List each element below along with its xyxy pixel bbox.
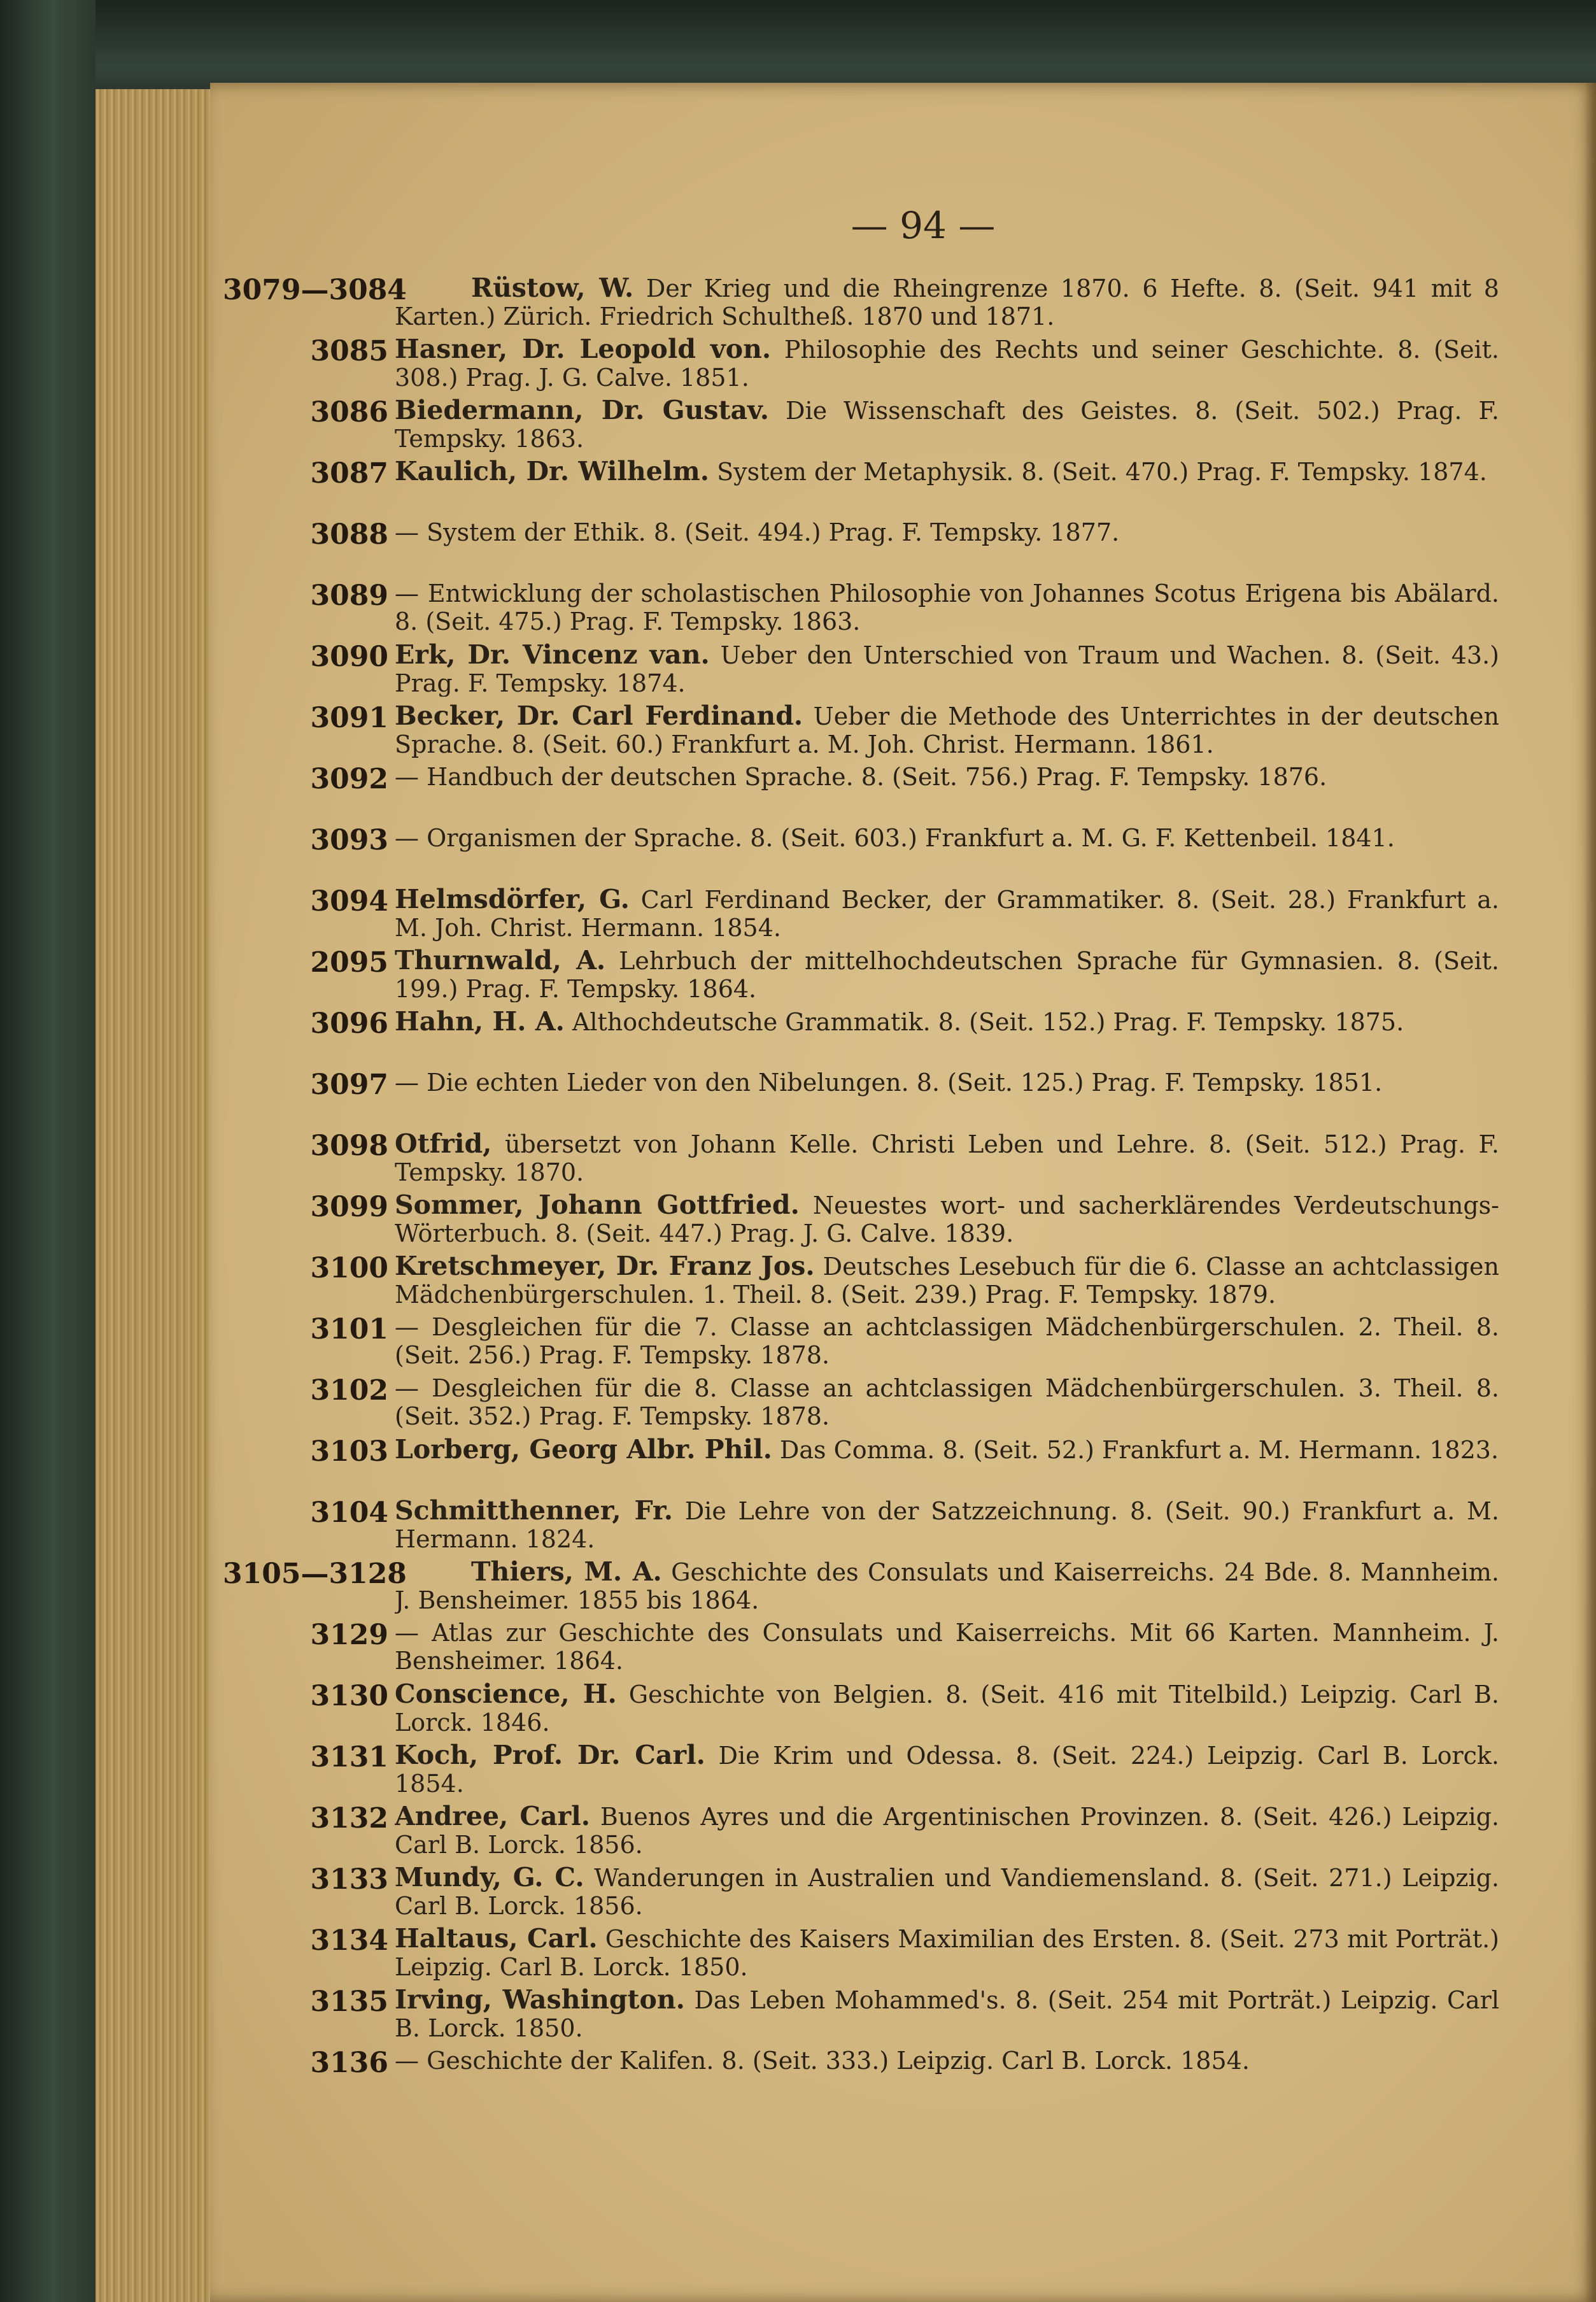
- entry-text: [395, 396, 1499, 452]
- entry-author: Hasner, Dr. Leopold von.: [395, 335, 772, 364]
- entry-number: 3099: [310, 1191, 388, 1223]
- entry-details: — Handbuch der deutschen Sprache. 8. (Seit. 756.) Prag. F. Tempsky. 1876.: [395, 763, 1327, 791]
- page-number: — 94 —: [851, 204, 996, 247]
- entry-text: [395, 763, 1499, 819]
- catalog-entry: [310, 702, 1499, 758]
- entry-text: [395, 1619, 1499, 1675]
- entry-number: 3092: [310, 763, 388, 795]
- catalog-entries: [223, 274, 1499, 2108]
- entry-number: 3101: [310, 1313, 388, 1346]
- entry-text: [395, 885, 1499, 941]
- entry-author: Mundy, G. C.: [395, 1863, 584, 1893]
- entry-text: [395, 1313, 1499, 1369]
- catalog-entry: [310, 1924, 1499, 1980]
- entry-author: Biedermann, Dr. Gustav.: [395, 396, 769, 425]
- entry-number: 3098: [310, 1130, 388, 1162]
- catalog-entry: [310, 1252, 1499, 1308]
- entry-author: Sommer, Johann Gottfried.: [395, 1191, 800, 1220]
- entry-author: Erk, Dr. Vincenz van.: [395, 641, 710, 670]
- entry-author: Thiers, M. A.: [471, 1558, 662, 1587]
- catalog-entry: [310, 579, 1499, 636]
- entry-number: 3094: [310, 885, 388, 918]
- catalog-entry: [310, 1680, 1499, 1736]
- entry-text: [395, 1741, 1499, 1797]
- catalog-entry: [310, 1863, 1499, 1919]
- catalog-entry: [310, 1435, 1499, 1491]
- entry-text: [395, 824, 1499, 880]
- entry-text: [395, 1986, 1499, 2042]
- catalog-entry: [310, 1069, 1499, 1125]
- entry-number: 3133: [310, 1863, 388, 1896]
- entry-author: Rüstow, W.: [471, 274, 634, 303]
- catalog-entry: [310, 946, 1499, 1002]
- catalog-entry: [310, 763, 1499, 819]
- entry-details: — Die echten Lieder von den Nibelungen. 8. (Seit. 125.) Prag. F. Tempsky. 1851.: [395, 1069, 1383, 1097]
- entry-details: — Atlas zur Geschichte des Consulats und Kaiserreichs. Mit 66 Karten. Mannheim. J. Bensheimer. 1864.: [395, 1619, 1499, 1675]
- entry-details: Ueber den Unterschied von Traum und Wachen. 8. (Seit. 43.) Prag. F. Tempsky. 1874.: [395, 641, 1499, 697]
- entry-details: Althochdeutsche Grammatik. 8. (Seit. 152.) Prag. F. Tempsky. 1875.: [564, 1008, 1404, 1036]
- entry-author: Thurnwald, A.: [395, 946, 606, 976]
- entry-details: übersetzt von Johann Kelle. Christi Leben und Lehre. 8. (Seit. 512.) Prag. F. Tempsky. 1870.: [395, 1130, 1499, 1186]
- entry-text: [395, 1924, 1499, 1980]
- entry-text: [395, 274, 1499, 330]
- entry-author: Koch, Prof. Dr. Carl.: [395, 1741, 705, 1770]
- catalog-entry: [223, 274, 1499, 330]
- catalog-entry: [310, 1802, 1499, 1858]
- entry-number: 3089: [310, 579, 388, 612]
- entry-number: 3129: [310, 1619, 388, 1651]
- entry-author: Hahn, H. A.: [395, 1007, 565, 1037]
- entry-number: 3132: [310, 1802, 388, 1835]
- entry-details: Das Comma. 8. (Seit. 52.) Frankfurt a. M. Hermann. 1823.: [772, 1436, 1499, 1464]
- entry-text: [395, 1802, 1499, 1858]
- entry-text: [395, 1007, 1499, 1063]
- entry-author: Irving, Washington.: [395, 1986, 685, 2015]
- catalog-entry: [310, 1313, 1499, 1369]
- entry-details: — Geschichte der Kalifen. 8. (Seit. 333.) Leipzig. Carl B. Lorck. 1854.: [395, 2047, 1250, 2075]
- entry-details: Geschichte von Belgien. 8. (Seit. 416 mit Titelbild.) Leipzig. Carl B. Lorck. 1846.: [395, 1680, 1499, 1736]
- entry-details: — Entwicklung der scholastischen Philosophie von Johannes Scotus Erigena bis Abälard. 8. (Seit. 475.) Prag. F. Tempsky. 1863.: [395, 579, 1499, 636]
- catalog-entry: [310, 2047, 1499, 2103]
- page-edges: [95, 89, 223, 2302]
- entry-number: 3087: [310, 457, 388, 490]
- entry-text: [395, 579, 1499, 636]
- catalog-entry: [310, 1986, 1499, 2042]
- entry-author: Conscience, H.: [395, 1680, 617, 1709]
- entry-author: Andree, Carl.: [395, 1802, 591, 1831]
- entry-author: Lorberg, Georg Albr. Phil.: [395, 1435, 772, 1465]
- entry-number: 3135: [310, 1986, 388, 2018]
- entry-number: 3105—3128: [223, 1558, 407, 1590]
- entry-number: 3097: [310, 1069, 388, 1101]
- entry-text: [395, 946, 1499, 1002]
- entry-number: 3136: [310, 2047, 388, 2079]
- catalog-entry: [310, 641, 1499, 697]
- entry-number: 3103: [310, 1435, 388, 1468]
- entry-details: Neuestes wort- und sacherklärendes Verdeutschungs-Wörterbuch. 8. (Seit. 447.) Prag. J. G. Calve. 1839.: [395, 1191, 1499, 1247]
- entry-details: Geschichte des Consulats und Kaiserreichs. 24 Bde. 8. Mannheim. J. Bensheimer. 1855 bis 1864.: [395, 1558, 1499, 1614]
- entry-text: [395, 702, 1499, 758]
- entry-number: 2095: [310, 946, 388, 979]
- catalog-entry: [310, 1741, 1499, 1797]
- entry-number: 3093: [310, 824, 388, 856]
- entry-number: 3102: [310, 1374, 388, 1407]
- entry-number: 3100: [310, 1252, 388, 1284]
- entry-number: 3131: [310, 1741, 388, 1773]
- catalog-entry: [310, 335, 1499, 391]
- entry-author: Kaulich, Dr. Wilhelm.: [395, 457, 710, 487]
- entry-text: [395, 1435, 1499, 1491]
- entry-details: System der Metaphysik. 8. (Seit. 470.) Prag. F. Tempsky. 1874.: [709, 458, 1487, 486]
- entry-details: Geschichte des Kaisers Maximilian des Ersten. 8. (Seit. 273 mit Porträt.) Leipzig. Carl B. Lorck. 1850.: [395, 1925, 1499, 1980]
- entry-number: 3085: [310, 335, 388, 367]
- entry-details: Deutsches Lesebuch für die 6. Classe an achtclassigen Mädchenbürgerschulen. 1. Theil. 8. (Seit. 239.) Prag. F. Tempsky. 1879.: [395, 1253, 1499, 1308]
- entry-number: 3090: [310, 641, 388, 673]
- entry-text: [395, 1863, 1499, 1919]
- entry-text: [395, 1374, 1499, 1430]
- entry-number: 3088: [310, 518, 388, 551]
- entry-number: 3096: [310, 1007, 388, 1040]
- page-fold-shadow: [1585, 83, 1596, 2302]
- catalog-entry: [310, 1007, 1499, 1063]
- entry-details: — Desgleichen für die 8. Classe an achtclassigen Mädchenbürgerschulen. 3. Theil. 8. (Seit. 352.) Prag. F. Tempsky. 1878.: [395, 1374, 1499, 1430]
- entry-author: Becker, Dr. Carl Ferdinand.: [395, 702, 803, 731]
- entry-text: [395, 1069, 1499, 1125]
- entry-details: — Organismen der Sprache. 8. (Seit. 603.) Frankfurt a. M. G. F. Kettenbeil. 1841.: [395, 824, 1395, 852]
- entry-number: 3086: [310, 396, 388, 429]
- catalog-entry: [310, 1619, 1499, 1675]
- entry-text: [395, 518, 1499, 574]
- entry-text: [395, 1130, 1499, 1186]
- entry-number: 3079—3084: [223, 274, 407, 306]
- entry-details: Die Lehre von der Satzzeichnung. 8. (Seit. 90.) Frankfurt a. M. Hermann. 1824.: [395, 1497, 1499, 1552]
- catalog-entry: [310, 518, 1499, 574]
- entry-number: 3091: [310, 702, 388, 734]
- entry-details: Die Wissenschaft des Geistes. 8. (Seit. 502.) Prag. F. Tempsky. 1863.: [395, 397, 1499, 452]
- entry-text: [395, 641, 1499, 697]
- entry-details: Ueber die Methode des Unterrichtes in der deutschen Sprache. 8. (Seit. 60.) Frankfurt a. M. Joh. Christ. Hermann. 1861.: [395, 702, 1499, 758]
- entry-text: [395, 1680, 1499, 1736]
- entry-text: [395, 1191, 1499, 1247]
- entry-text: [395, 335, 1499, 391]
- catalog-entry: [223, 1558, 1499, 1614]
- entry-details: Lehrbuch der mittelhochdeutschen Sprache für Gymnasien. 8. (Seit. 199.) Prag. F. Tempsky. 1864.: [395, 947, 1499, 1002]
- entry-details: Die Krim und Odessa. 8. (Seit. 224.) Leipzig. Carl B. Lorck. 1854.: [395, 1742, 1499, 1797]
- entry-details: Carl Ferdinand Becker, der Grammatiker. 8. (Seit. 28.) Frankfurt a. M. Joh. Christ. Hermann. 1854.: [395, 886, 1499, 941]
- entry-author: Schmitthenner, Fr.: [395, 1496, 674, 1526]
- entry-number: 3104: [310, 1496, 388, 1529]
- catalog-entry: [310, 1496, 1499, 1552]
- entry-details: Philosophie des Rechts und seiner Geschichte. 8. (Seit. 308.) Prag. J. G. Calve. 1851.: [395, 336, 1499, 391]
- entry-author: Helmsdörfer, G.: [395, 885, 630, 914]
- entry-details: — System der Ethik. 8. (Seit. 494.) Prag. F. Tempsky. 1877.: [395, 518, 1120, 546]
- entry-details: Wanderungen in Australien und Vandiemensland. 8. (Seit. 271.) Leipzig. Carl B. Lorck. 1856.: [395, 1864, 1499, 1919]
- entry-number: 3130: [310, 1680, 388, 1712]
- entry-number: 3134: [310, 1924, 388, 1957]
- entry-details: Buenos Ayres und die Argentinischen Provinzen. 8. (Seit. 426.) Leipzig. Carl B. Lorck. 1856.: [395, 1803, 1499, 1858]
- entry-text: [395, 2047, 1499, 2103]
- entry-text: [395, 1558, 1499, 1614]
- entry-author: Haltaus, Carl.: [395, 1924, 598, 1954]
- entry-text: [395, 457, 1499, 513]
- catalog-entry: [310, 1130, 1499, 1186]
- catalog-entry: [310, 1191, 1499, 1247]
- entry-details: Der Krieg und die Rheingrenze 1870. 6 Hefte. 8. (Seit. 941 mit 8 Karten.) Zürich. Friedrich Schultheß. 1870 und 1871.: [395, 274, 1499, 330]
- catalog-entry: [310, 885, 1499, 941]
- entry-text: [395, 1496, 1499, 1552]
- entry-author: Otfrid,: [395, 1130, 492, 1159]
- catalog-entry: [310, 396, 1499, 452]
- entry-details: Das Leben Mohammed's. 8. (Seit. 254 mit Porträt.) Leipzig. Carl B. Lorck. 1850.: [395, 1986, 1499, 2042]
- catalog-entry: [310, 1374, 1499, 1430]
- book-cover-top: [0, 0, 1596, 96]
- entry-author: Kretschmeyer, Dr. Franz Jos.: [395, 1252, 815, 1281]
- catalog-entry: [310, 824, 1499, 880]
- catalog-entry: [310, 457, 1499, 513]
- entry-text: [395, 1252, 1499, 1308]
- entry-details: — Desgleichen für die 7. Classe an achtclassigen Mädchenbürgerschulen. 2. Theil. 8. (Seit. 256.) Prag. F. Tempsky. 1878.: [395, 1313, 1499, 1369]
- book-cover-left: [0, 0, 95, 2302]
